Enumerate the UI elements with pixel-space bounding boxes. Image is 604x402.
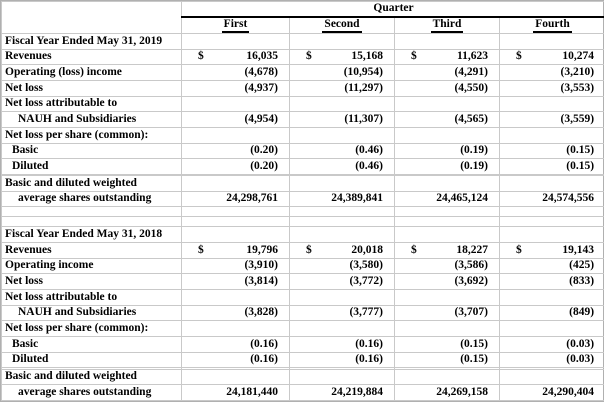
value-cell: (11,297) [290, 80, 395, 96]
table-row-diluted [2, 352, 604, 368]
table-row-net-loss-per-share [2, 321, 604, 337]
value-cell: 24,219,884 [290, 385, 395, 401]
row-label-cell: Net loss attributable to [2, 96, 182, 112]
empty-cell [182, 176, 290, 192]
table-row-net-loss-per-share [2, 127, 604, 143]
empty-cell [500, 290, 604, 306]
spacer-row [2, 217, 604, 227]
value-cell: (0.46) [290, 159, 395, 175]
value-cell: (0.16) [182, 352, 290, 368]
row-label-cell: Basic and diluted weighted [2, 369, 182, 385]
table-row-net-loss [2, 274, 604, 290]
corner-cell [2, 2, 182, 34]
empty-cell [182, 34, 290, 50]
value-cell: (3,586) [395, 258, 500, 274]
empty-cell [290, 227, 395, 243]
table-row-nauh-subsidiaries [2, 305, 604, 321]
empty-cell [2, 207, 182, 217]
empty-cell [500, 321, 604, 337]
value-cell: (425) [500, 258, 604, 274]
dollar-sign: $ [411, 50, 417, 63]
value-cell: (3,580) [290, 258, 395, 274]
table-row-operating-income [2, 65, 604, 81]
value-cell: (3,828) [182, 305, 290, 321]
empty-cell [395, 321, 500, 337]
empty-cell [500, 217, 604, 227]
value-cell: (4,550) [395, 80, 500, 96]
value-cell: (3,210) [500, 65, 604, 81]
spacer-row [2, 207, 604, 217]
section-title-row [2, 34, 604, 50]
empty-cell [182, 96, 290, 112]
table-row-net-loss-attributable [2, 96, 604, 112]
value-cell [395, 243, 500, 259]
value-cell [290, 243, 395, 259]
table-row-avg-shares [2, 385, 604, 401]
empty-cell [395, 207, 500, 217]
cell-value: 20,018 [351, 243, 383, 256]
table-row-avg-shares [2, 191, 604, 207]
value-cell [182, 243, 290, 259]
cell-value: 19,143 [562, 243, 595, 256]
empty-cell [2, 217, 182, 227]
value-cell: (4,937) [182, 80, 290, 96]
column-header-label: Third [431, 18, 464, 34]
value-cell: (833) [500, 274, 604, 290]
value-cell: (0.03) [500, 352, 604, 368]
cell-value: 11,623 [457, 50, 488, 63]
empty-cell [290, 217, 395, 227]
dollar-sign: $ [306, 50, 312, 63]
value-cell: (0.16) [182, 337, 290, 353]
empty-cell [500, 127, 604, 143]
empty-cell [290, 127, 395, 143]
value-cell: (4,291) [395, 65, 500, 81]
quarter-label: Quarter [373, 2, 414, 14]
empty-cell [290, 369, 395, 385]
cell-value: 16,035 [246, 50, 278, 63]
empty-cell [290, 207, 395, 217]
dollar-sign: $ [198, 50, 204, 63]
row-label-cell: Net loss attributable to [2, 290, 182, 306]
dollar-sign: $ [198, 243, 204, 256]
row-label-cell: Basic [2, 143, 182, 159]
empty-cell [182, 207, 290, 217]
empty-cell [395, 96, 500, 112]
row-label-cell: average shares outstanding [2, 191, 182, 207]
table-row-basic [2, 337, 604, 353]
column-header-label: Second [322, 18, 361, 34]
row-label-cell: Basic and diluted weighted [2, 176, 182, 192]
value-cell: (3,559) [500, 112, 604, 128]
dollar-sign: $ [516, 243, 522, 256]
empty-cell [182, 369, 290, 385]
value-cell: (4,565) [395, 112, 500, 128]
value-cell: (0.16) [290, 337, 395, 353]
row-label-cell: average shares outstanding [2, 385, 182, 401]
value-cell: (0.46) [290, 143, 395, 159]
value-cell: (3,910) [182, 258, 290, 274]
quarter-header-cell [182, 2, 604, 17]
empty-cell [500, 96, 604, 112]
quarterly-results-table [1, 1, 604, 401]
table-row-diluted [2, 159, 604, 175]
value-cell: 24,181,440 [182, 385, 290, 401]
row-label-cell: Basic [2, 337, 182, 353]
cell-value: 10,274 [562, 50, 595, 63]
table-row-revenues [2, 243, 604, 259]
empty-cell [182, 290, 290, 306]
value-cell: 24,290,404 [500, 385, 604, 401]
value-cell: (3,814) [182, 274, 290, 290]
empty-cell [290, 34, 395, 50]
empty-cell [182, 227, 290, 243]
value-cell: (3,772) [290, 274, 395, 290]
empty-cell [290, 176, 395, 192]
dollar-sign: $ [516, 50, 522, 63]
value-cell: (0.20) [182, 159, 290, 175]
value-cell: (4,678) [182, 65, 290, 81]
row-label-cell: Net loss per share (common): [2, 321, 182, 337]
value-cell: (0.19) [395, 143, 500, 159]
empty-cell [395, 217, 500, 227]
value-cell [290, 49, 395, 65]
value-cell: (0.19) [395, 159, 500, 175]
empty-cell [182, 127, 290, 143]
value-cell: (0.03) [500, 337, 604, 353]
value-cell: (3,777) [290, 305, 395, 321]
table-row-weighted-shares-label [2, 176, 604, 192]
value-cell: (3,553) [500, 80, 604, 96]
value-cell: 24,389,841 [290, 191, 395, 207]
value-cell: (3,707) [395, 305, 500, 321]
column-header-fourth [500, 17, 604, 34]
section-title-cell: Fiscal Year Ended May 31, 2018 [2, 227, 182, 243]
dollar-sign: $ [306, 243, 312, 256]
section-title-row [2, 227, 604, 243]
value-cell [500, 243, 604, 259]
row-label-cell: Operating income [2, 258, 182, 274]
value-cell: 24,269,158 [395, 385, 500, 401]
empty-cell [395, 369, 500, 385]
column-header-third [395, 17, 500, 34]
cell-value: 18,227 [456, 243, 488, 256]
empty-cell [290, 290, 395, 306]
row-label-cell: Diluted [2, 352, 182, 368]
table-row-weighted-shares-label [2, 369, 604, 385]
table-row-basic [2, 143, 604, 159]
table-row-revenues [2, 49, 604, 65]
value-cell: (0.15) [500, 159, 604, 175]
value-cell: 24,298,761 [182, 191, 290, 207]
empty-cell [500, 176, 604, 192]
column-header-label: Fourth [533, 18, 572, 34]
value-cell: (0.16) [290, 352, 395, 368]
value-cell: (4,954) [182, 112, 290, 128]
column-header-first [182, 17, 290, 34]
column-header-second [290, 17, 395, 34]
table-row-net-loss-attributable [2, 290, 604, 306]
value-cell: (11,307) [290, 112, 395, 128]
cell-value: 15,168 [351, 50, 383, 63]
quarter-header-row [2, 2, 604, 17]
value-cell: (10,954) [290, 65, 395, 81]
empty-cell [500, 34, 604, 50]
value-cell: (0.15) [395, 337, 500, 353]
value-cell: 24,574,556 [500, 191, 604, 207]
value-cell: (0.15) [500, 143, 604, 159]
dollar-sign: $ [411, 243, 417, 256]
row-label-cell: NAUH and Subsidiaries [2, 305, 182, 321]
empty-cell [395, 227, 500, 243]
row-label-cell: Diluted [2, 159, 182, 175]
row-label-cell: Revenues [2, 243, 182, 259]
empty-cell [182, 217, 290, 227]
cell-value: 19,796 [246, 243, 278, 256]
row-label-cell: Revenues [2, 49, 182, 65]
empty-cell [500, 227, 604, 243]
table-row-nauh-subsidiaries [2, 112, 604, 128]
value-cell: (849) [500, 305, 604, 321]
empty-cell [182, 321, 290, 337]
row-label-cell: NAUH and Subsidiaries [2, 112, 182, 128]
empty-cell [500, 207, 604, 217]
empty-cell [395, 176, 500, 192]
value-cell [500, 49, 604, 65]
value-cell [395, 49, 500, 65]
empty-cell [395, 127, 500, 143]
value-cell [182, 49, 290, 65]
empty-cell [290, 96, 395, 112]
row-label-cell: Operating (loss) income [2, 65, 182, 81]
value-cell: (3,692) [395, 274, 500, 290]
row-label-cell: Net loss per share (common): [2, 127, 182, 143]
value-cell: 24,465,124 [395, 191, 500, 207]
value-cell: (0.20) [182, 143, 290, 159]
empty-cell [290, 321, 395, 337]
empty-cell [500, 369, 604, 385]
table-row-net-loss [2, 80, 604, 96]
row-label-cell: Net loss [2, 80, 182, 96]
row-label-cell: Net loss [2, 274, 182, 290]
column-header-label: First [222, 18, 250, 34]
empty-cell [395, 34, 500, 50]
table-row-operating-income [2, 258, 604, 274]
value-cell: (0.15) [395, 352, 500, 368]
empty-cell [395, 290, 500, 306]
section-title-cell: Fiscal Year Ended May 31, 2019 [2, 34, 182, 50]
